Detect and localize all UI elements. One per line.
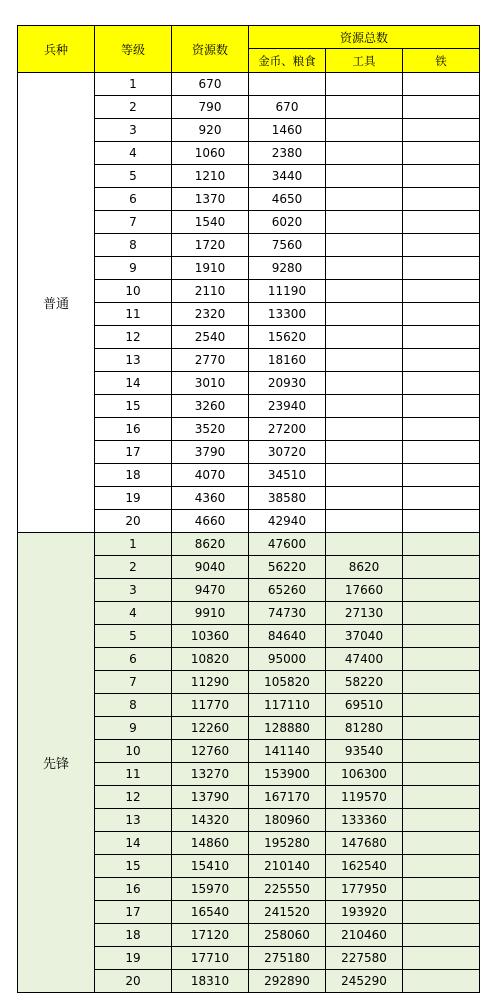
cell-tools [326, 211, 403, 234]
cell-resource-count: 13790 [172, 786, 249, 809]
cell-level: 8 [95, 694, 172, 717]
cell-level: 18 [95, 924, 172, 947]
cell-resource-count: 1060 [172, 142, 249, 165]
cell-level: 16 [95, 418, 172, 441]
cell-resource-count: 10820 [172, 648, 249, 671]
cell-level: 1 [95, 533, 172, 556]
cell-level: 5 [95, 165, 172, 188]
cell-level: 20 [95, 970, 172, 993]
cell-tools: 227580 [326, 947, 403, 970]
cell-level: 12 [95, 326, 172, 349]
cell-gold-food: 13300 [249, 303, 326, 326]
cell-gold-food: 9280 [249, 257, 326, 280]
cell-level: 14 [95, 372, 172, 395]
cell-iron [403, 556, 480, 579]
cell-resource-count: 14320 [172, 809, 249, 832]
cell-level: 19 [95, 487, 172, 510]
cell-resource-count: 4660 [172, 510, 249, 533]
cell-gold-food: 3440 [249, 165, 326, 188]
cell-gold-food: 56220 [249, 556, 326, 579]
cell-iron [403, 303, 480, 326]
cell-resource-count: 1540 [172, 211, 249, 234]
resource-table [17, 25, 480, 993]
cell-tools: 177950 [326, 878, 403, 901]
cell-resource-count: 4360 [172, 487, 249, 510]
cell-tools [326, 73, 403, 96]
cell-gold-food: 65260 [249, 579, 326, 602]
cell-level: 15 [95, 395, 172, 418]
cell-iron [403, 763, 480, 786]
cell-iron [403, 372, 480, 395]
cell-tools: 37040 [326, 625, 403, 648]
cell-iron [403, 280, 480, 303]
cell-iron [403, 142, 480, 165]
cell-resource-count: 9470 [172, 579, 249, 602]
cell-level: 10 [95, 280, 172, 303]
cell-iron [403, 533, 480, 556]
cell-tools: 133360 [326, 809, 403, 832]
cell-resource-count: 1210 [172, 165, 249, 188]
cell-level: 6 [95, 648, 172, 671]
cell-level: 11 [95, 763, 172, 786]
cell-iron [403, 211, 480, 234]
cell-resource-count: 17120 [172, 924, 249, 947]
cell-resource-count: 8620 [172, 533, 249, 556]
cell-iron [403, 947, 480, 970]
cell-iron [403, 349, 480, 372]
cell-level: 2 [95, 96, 172, 119]
cell-iron [403, 326, 480, 349]
cell-iron [403, 165, 480, 188]
cell-resource-count: 1370 [172, 188, 249, 211]
header-level: 等级 [95, 26, 172, 73]
cell-resource-count: 3010 [172, 372, 249, 395]
cell-iron [403, 832, 480, 855]
cell-tools [326, 441, 403, 464]
cell-level: 6 [95, 188, 172, 211]
cell-resource-count: 4070 [172, 464, 249, 487]
cell-gold-food: 7560 [249, 234, 326, 257]
cell-iron [403, 878, 480, 901]
resource-table-container [17, 25, 480, 993]
cell-tools [326, 418, 403, 441]
cell-resource-count: 1720 [172, 234, 249, 257]
unit-type-cell: 普通 [18, 73, 95, 533]
cell-level: 4 [95, 602, 172, 625]
cell-tools: 119570 [326, 786, 403, 809]
cell-level: 4 [95, 142, 172, 165]
cell-iron [403, 924, 480, 947]
cell-resource-count: 18310 [172, 970, 249, 993]
header-resource-count: 资源数 [172, 26, 249, 73]
cell-tools: 47400 [326, 648, 403, 671]
cell-gold-food: 6020 [249, 211, 326, 234]
cell-level: 7 [95, 211, 172, 234]
cell-iron [403, 625, 480, 648]
cell-gold-food: 74730 [249, 602, 326, 625]
cell-gold-food: 4650 [249, 188, 326, 211]
cell-iron [403, 717, 480, 740]
cell-tools: 147680 [326, 832, 403, 855]
cell-gold-food [249, 73, 326, 96]
header-iron: 铁 [403, 49, 480, 73]
cell-tools: 193920 [326, 901, 403, 924]
cell-level: 2 [95, 556, 172, 579]
cell-gold-food: 84640 [249, 625, 326, 648]
cell-iron [403, 510, 480, 533]
cell-tools [326, 165, 403, 188]
cell-iron [403, 740, 480, 763]
unit-type-cell: 先锋 [18, 533, 95, 993]
cell-resource-count: 10360 [172, 625, 249, 648]
cell-iron [403, 188, 480, 211]
cell-resource-count: 2110 [172, 280, 249, 303]
cell-iron [403, 809, 480, 832]
cell-iron [403, 579, 480, 602]
cell-gold-food: 105820 [249, 671, 326, 694]
cell-tools: 245290 [326, 970, 403, 993]
cell-gold-food: 15620 [249, 326, 326, 349]
cell-gold-food: 195280 [249, 832, 326, 855]
cell-gold-food: 275180 [249, 947, 326, 970]
cell-resource-count: 2540 [172, 326, 249, 349]
cell-gold-food: 210140 [249, 855, 326, 878]
cell-tools: 27130 [326, 602, 403, 625]
cell-gold-food: 18160 [249, 349, 326, 372]
cell-iron [403, 119, 480, 142]
cell-tools [326, 303, 403, 326]
group-putong [18, 73, 480, 533]
cell-gold-food: 167170 [249, 786, 326, 809]
cell-iron [403, 694, 480, 717]
group-xianfeng [18, 533, 480, 993]
cell-level: 17 [95, 901, 172, 924]
cell-tools [326, 326, 403, 349]
cell-iron [403, 855, 480, 878]
cell-iron [403, 464, 480, 487]
cell-resource-count: 3520 [172, 418, 249, 441]
cell-tools [326, 349, 403, 372]
cell-tools [326, 280, 403, 303]
cell-level: 11 [95, 303, 172, 326]
cell-gold-food: 30720 [249, 441, 326, 464]
cell-gold-food: 153900 [249, 763, 326, 786]
cell-gold-food: 141140 [249, 740, 326, 763]
table-row [18, 73, 480, 96]
cell-tools [326, 142, 403, 165]
cell-gold-food: 38580 [249, 487, 326, 510]
cell-gold-food: 117110 [249, 694, 326, 717]
cell-resource-count: 12760 [172, 740, 249, 763]
cell-tools: 69510 [326, 694, 403, 717]
cell-iron [403, 234, 480, 257]
cell-tools [326, 395, 403, 418]
cell-level: 18 [95, 464, 172, 487]
cell-gold-food: 42940 [249, 510, 326, 533]
cell-iron [403, 648, 480, 671]
cell-tools: 93540 [326, 740, 403, 763]
cell-level: 5 [95, 625, 172, 648]
cell-tools [326, 464, 403, 487]
cell-iron [403, 970, 480, 993]
cell-tools [326, 234, 403, 257]
cell-iron [403, 602, 480, 625]
cell-tools: 106300 [326, 763, 403, 786]
cell-resource-count: 9040 [172, 556, 249, 579]
cell-resource-count: 12260 [172, 717, 249, 740]
cell-resource-count: 16540 [172, 901, 249, 924]
cell-level: 9 [95, 257, 172, 280]
cell-gold-food: 34510 [249, 464, 326, 487]
table-row [18, 533, 480, 556]
cell-resource-count: 13270 [172, 763, 249, 786]
cell-gold-food: 20930 [249, 372, 326, 395]
cell-level: 12 [95, 786, 172, 809]
cell-iron [403, 901, 480, 924]
cell-iron [403, 671, 480, 694]
cell-gold-food: 292890 [249, 970, 326, 993]
cell-resource-count: 15410 [172, 855, 249, 878]
cell-tools [326, 119, 403, 142]
cell-level: 3 [95, 119, 172, 142]
cell-gold-food: 241520 [249, 901, 326, 924]
cell-level: 19 [95, 947, 172, 970]
header-tools: 工具 [326, 49, 403, 73]
cell-gold-food: 225550 [249, 878, 326, 901]
cell-gold-food: 258060 [249, 924, 326, 947]
header-unit-type: 兵种 [18, 26, 95, 73]
cell-gold-food: 11190 [249, 280, 326, 303]
cell-resource-count: 3260 [172, 395, 249, 418]
cell-level: 1 [95, 73, 172, 96]
cell-tools [326, 510, 403, 533]
cell-iron [403, 395, 480, 418]
cell-gold-food: 47600 [249, 533, 326, 556]
cell-resource-count: 2770 [172, 349, 249, 372]
cell-level: 9 [95, 717, 172, 740]
table-header [18, 26, 480, 73]
cell-resource-count: 15970 [172, 878, 249, 901]
cell-tools: 81280 [326, 717, 403, 740]
cell-level: 10 [95, 740, 172, 763]
cell-resource-count: 14860 [172, 832, 249, 855]
cell-gold-food: 23940 [249, 395, 326, 418]
cell-resource-count: 3790 [172, 441, 249, 464]
cell-level: 16 [95, 878, 172, 901]
header-gold-food: 金币、粮食 [249, 49, 326, 73]
cell-gold-food: 1460 [249, 119, 326, 142]
cell-resource-count: 790 [172, 96, 249, 119]
cell-level: 13 [95, 349, 172, 372]
cell-tools [326, 96, 403, 119]
cell-gold-food: 670 [249, 96, 326, 119]
cell-tools: 210460 [326, 924, 403, 947]
cell-gold-food: 128880 [249, 717, 326, 740]
cell-resource-count: 920 [172, 119, 249, 142]
cell-level: 8 [95, 234, 172, 257]
cell-iron [403, 96, 480, 119]
cell-level: 20 [95, 510, 172, 533]
cell-resource-count: 17710 [172, 947, 249, 970]
cell-iron [403, 257, 480, 280]
cell-iron [403, 786, 480, 809]
cell-level: 7 [95, 671, 172, 694]
cell-iron [403, 418, 480, 441]
cell-iron [403, 73, 480, 96]
cell-level: 13 [95, 809, 172, 832]
cell-level: 3 [95, 579, 172, 602]
header-total-resources: 资源总数 [249, 26, 480, 49]
cell-tools [326, 372, 403, 395]
cell-resource-count: 2320 [172, 303, 249, 326]
cell-tools: 8620 [326, 556, 403, 579]
cell-tools: 17660 [326, 579, 403, 602]
cell-resource-count: 9910 [172, 602, 249, 625]
cell-tools [326, 533, 403, 556]
cell-tools [326, 188, 403, 211]
cell-level: 14 [95, 832, 172, 855]
cell-resource-count: 1910 [172, 257, 249, 280]
cell-gold-food: 2380 [249, 142, 326, 165]
cell-gold-food: 95000 [249, 648, 326, 671]
cell-resource-count: 11290 [172, 671, 249, 694]
cell-iron [403, 441, 480, 464]
cell-gold-food: 27200 [249, 418, 326, 441]
cell-tools: 58220 [326, 671, 403, 694]
cell-tools: 162540 [326, 855, 403, 878]
cell-iron [403, 487, 480, 510]
cell-level: 15 [95, 855, 172, 878]
cell-level: 17 [95, 441, 172, 464]
cell-tools [326, 487, 403, 510]
cell-gold-food: 180960 [249, 809, 326, 832]
cell-tools [326, 257, 403, 280]
cell-resource-count: 670 [172, 73, 249, 96]
cell-resource-count: 11770 [172, 694, 249, 717]
